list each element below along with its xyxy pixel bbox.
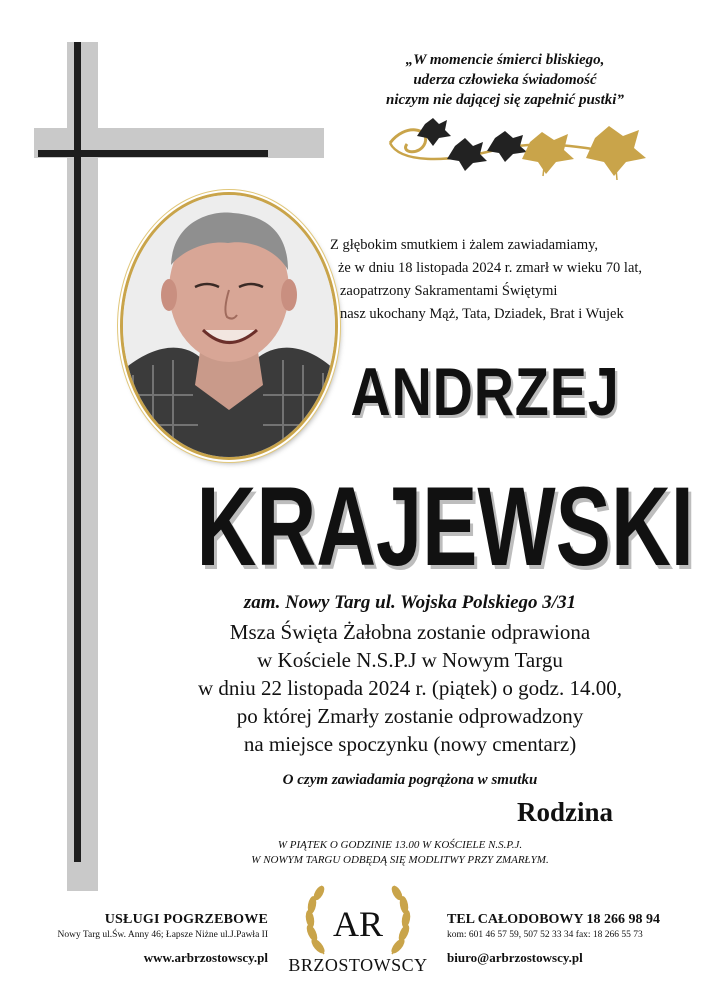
quote-line: niczym nie dającej się zapełnić pustki”	[386, 92, 624, 108]
quote	[325, 50, 685, 110]
ceremony-line: po której Zmarły zostanie odprowadzony	[236, 704, 584, 728]
quote-line: „W momencie śmierci bliskiego,	[405, 52, 605, 68]
intro-line: że w dniu 18 listopada 2024 r. zmarł w wieku 70 lat,	[338, 260, 643, 276]
funeral-services-info	[10, 912, 268, 966]
ceremony-line: Msza Święta Żałobna zostanie odprawiona	[229, 620, 591, 644]
logo-initials: AR	[332, 904, 384, 944]
prayer-line: W NOWYM TARGU ODBĘDĄ SIĘ MODLITWY PRZY ZMARŁYM.	[251, 854, 549, 866]
quote-line: uderza człowieka świadomość	[413, 72, 597, 88]
residence-address: zam. Nowy Targ ul. Wojska Polskiego 3/31	[243, 592, 577, 613]
leaf-ornament-icon	[385, 118, 660, 198]
ceremony-line: w Kościele N.S.P.J w Nowym Targu	[257, 648, 563, 672]
prayer-line: W PIĄTEK O GODZINIE 13.00 W KOŚCIELE N.S.P.J.	[277, 839, 523, 851]
intro-line: zaopatrzony Sakramentami Świętymi	[340, 283, 558, 299]
services-heading: USŁUGI POGRZEBOWE	[104, 912, 268, 927]
cross-horizontal-bar	[38, 150, 268, 157]
ceremony-line: na miejsce spoczynku (nowy cmentarz)	[243, 732, 577, 756]
funeral-details	[150, 618, 670, 758]
grieving-note: O czym zawiadamia pogrążona w smutku	[282, 772, 538, 788]
contact-info	[447, 912, 707, 966]
last-name: KRAJEWSKI	[196, 464, 694, 589]
announcement-intro	[300, 234, 680, 326]
cross-vertical-bar	[74, 42, 81, 862]
ceremony-line: w dniu 22 listopada 2024 r. (piątek) o godz. 14.00,	[197, 676, 623, 700]
family-signature: Rodzina	[516, 797, 614, 827]
services-address: Nowy Targ ul.Św. Anny 46; Łapsze Niżne ul.J.Pawła II	[57, 930, 268, 940]
website-link[interactable]: www.arbrzostowscy.pl	[143, 950, 268, 965]
email-link[interactable]: biuro@arbrzostowscy.pl	[447, 950, 583, 965]
prayer-note	[140, 838, 660, 868]
intro-line: nasz ukochany Mąż, Tata, Dziadek, Brat i Wujek	[340, 306, 624, 322]
logo-name: BRZOSTOWSCY	[288, 955, 428, 975]
mobile-fax-numbers: kom: 601 46 57 59, 507 52 33 34 fax: 18 266 55 73	[447, 930, 643, 940]
portrait-photo	[120, 192, 338, 460]
first-name: ANDRZEJ	[350, 354, 620, 430]
phone-heading: TEL CAŁODOBOWY 18 266 98 94	[447, 912, 661, 927]
intro-line: Z głębokim smutkiem i żalem zawiadamiamy,	[330, 237, 599, 253]
cross-shadow-vertical	[67, 42, 98, 891]
